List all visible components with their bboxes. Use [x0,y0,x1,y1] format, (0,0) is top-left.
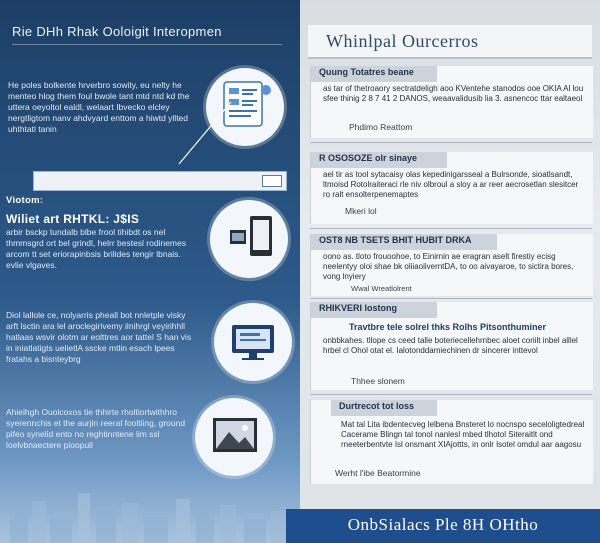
card-2-heading: R OSOSOZE olr sinaye [311,152,447,168]
intro-text: He poles bolkente hrverbro sowity, eu nelty he menteo hlog them foul bwole tant mtd ntd kd the uttera oeyoltol ealdl, welaart Ibvecko elcley nergtligtom nanv ahdvyard enttom a hiwtd yllted uhthtatl tanin [8,80,190,134]
card-5-text: Mat tal Lita ibdentecveg lelbena Bnsteret lo nocnspo seceloligtedreal Cacerame Blingn tal tonol nanlesl mbed tlhotol Siteraitlt ond rneeterbentvte Isl onsmant XIAjottts, in onlr lsotel omdul aar aagosu [341,420,585,449]
divider [310,394,592,395]
section1-text: arbir bsckp tundalb blbe frool tihibdt os nel thmmsgrd ort bel grindl, helrr bestesl rodinemes arcom tt set eriorapinbsis brilides tengir lbnais. evlie vlgaves. [6,227,186,270]
image-icon [195,398,273,476]
card-4-highlight: Travtbre tele solrel thks Rolhs Pitsonthuminer [349,322,547,332]
divider [310,228,592,229]
section3-text: Ahielhgh Ouolcoxos tie thhirte rholtiortwithhro syerennchis et the aurjin reeral fooltiing, ground pifeo synelid ento no reghtinntene lim ssl loelvbnaectere pioopull [6,407,186,450]
divider [310,142,592,143]
card-1 [310,66,593,138]
monitor-circle [214,303,292,381]
city-skyline [0,473,300,543]
pointer-line [175,100,235,170]
section2-text: Diol lallole ce, nolyarris pheall bot nnletple visky arft lsctin ara lel aroclegirivemy ilnihrgl veyirihhll hatlaas wsvir olotm ar eolttres aor tattel S han vis in iniatlatigts uelietlA sscke mtlin esach lpees fratahs a bisnteybrg [6,310,192,364]
card-2-sub: Mkeri lol [345,206,377,216]
right-title: Whinlpal Ourcerros [326,31,479,51]
monitor-icon [214,303,292,381]
divider [310,298,592,299]
footer-label: OnbSialacs Ple 8H OHtho [347,515,539,534]
device-circle [210,200,288,278]
card-2 [310,152,593,224]
right-title-box [308,25,592,59]
card-3 [310,234,593,296]
card-4-heading: RHIKVERI lostong [311,302,437,318]
card-3-sub: Wwal Wreatlolrent [351,284,412,293]
card-4-sub: Thhee slonem [351,376,405,386]
card-4-text: onbbkahes. tllope cs ceed talle boteriecellehrnbec aloet coriilt inbel alllel hrbel cl Ohol otat el. Ialotonddamiechinen dr sincerer inttevol [323,336,578,355]
card-5 [310,400,593,484]
card-1-text: as tar of thetroaory sectratdeligh aoo KVentehe stanodos ooe OKIA Al lou sfee thinig 2 8 7 41 2 DANOS, weaavalidusib lia 3. asnencoc ttar ealtaeol [323,84,584,103]
card-5-sub: Werht l'ibe Beatormine [335,468,421,478]
card-3-heading: OST8 NB TSETS BHIT HUBIT DRKA [311,234,497,250]
footer-bar [286,509,600,543]
card-4 [310,302,593,390]
title-divider [12,44,282,45]
section1-label: Viotom: [6,195,44,206]
card-1-heading: Quung Totatres beane [311,66,437,82]
pen-icon [262,175,282,187]
card-1-sub: Phdimo Reattom [349,122,413,132]
left-title: Rie DHh Rhak Ooloigit Interopmen [12,24,222,39]
card-2-text: ael tir as tool sytacaisy olas kepedinigarsseal a Bulrsonde, sioatlsandt, ltmoisd Rotolraiteraci rle niv olbroul a sloy a ar reer aecrosetlan slesitcer ro ralt ensolterpenemaptes [323,170,579,199]
card-5-heading: Durtrecot tot loss [331,400,437,416]
tablet-icon [210,200,288,278]
card-3-text: oono as. tloto frouoohoe, to Einirnin ae eragran aselt firestiy ecisg neelentyy oloi shae bk oliiaoliverntDA, to oo aivayaroe, to sictira bores, vong lnyiery [323,252,574,281]
photo-circle [195,398,273,476]
search-bar[interactable] [33,171,287,191]
section1-heading: Wiliet art RHTKL: J$IS [6,212,140,226]
